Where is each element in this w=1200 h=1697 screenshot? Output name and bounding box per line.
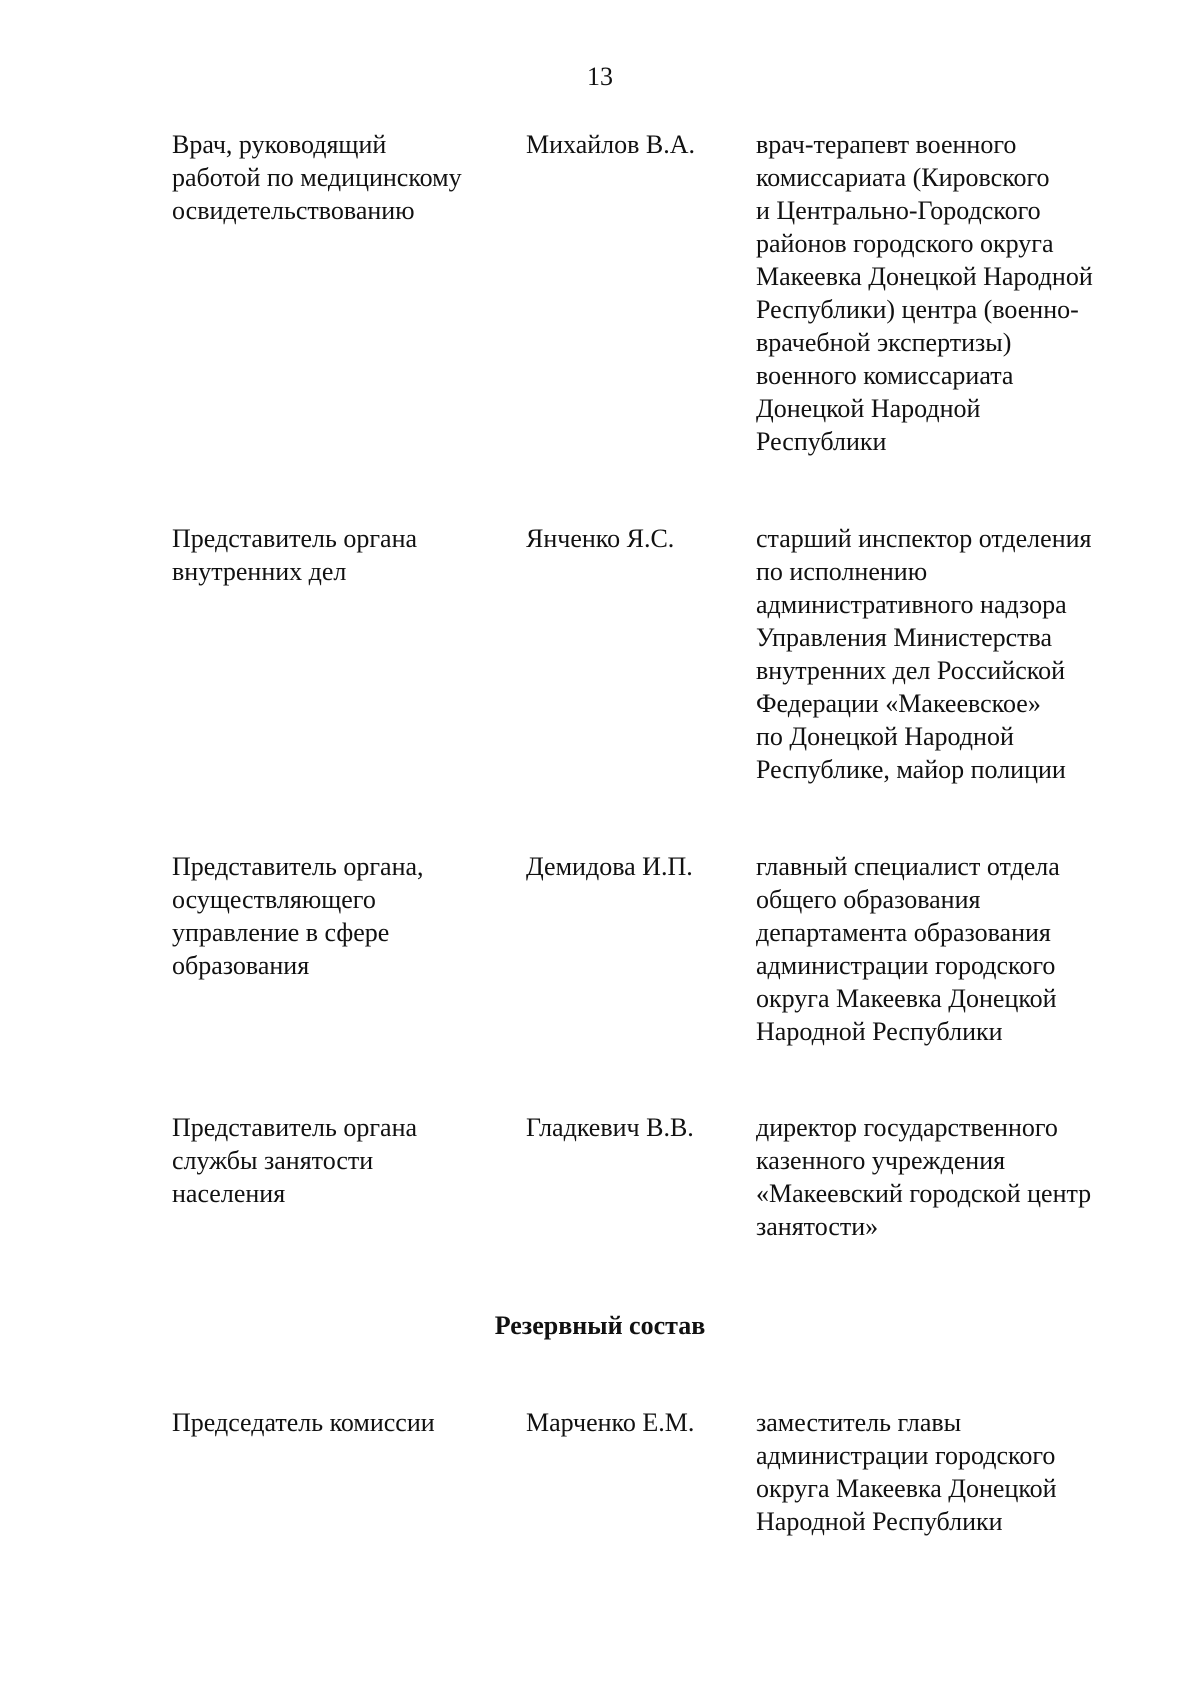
member-role: Врач, руководящий работой по медицинскому освидетельствованию — [172, 130, 462, 225]
member-role: Председатель комиссии — [172, 1408, 435, 1437]
member-role: Представитель органа внутренних дел — [172, 524, 418, 586]
member-name: Марченко Е.М. — [526, 1408, 695, 1437]
member-description: старший инспектор отделения по исполнению административного надзора Управления Министерства внутренних дел Российской Федерации «Макеевское» по Донецкой Народной Республике, майор полиции — [756, 524, 1092, 784]
member-description: директор государственного казенного учреждения «Макеевский городской центр занятости» — [756, 1113, 1092, 1241]
member-role: Представитель органа службы занятости населения — [172, 1113, 418, 1208]
member-description: главный специалист отдела общего образования департамента образования администрации городского округа Макеевка Донецкой Народной Республики — [756, 852, 1060, 1046]
member-name: Янченко Я.С. — [526, 524, 675, 553]
member-name: Гладкевич В.В. — [526, 1113, 694, 1142]
member-description: врач-терапевт военного комиссариата (Кировского и Центрально-Городского районов городского округа Макеевка Донецкой Народной Республики) центра (военно- врачебной экспертизы) военного комиссариата Донецкой Народной Республики — [756, 130, 1093, 456]
member-role: Представитель органа, осуществляющего управление в сфере образования — [172, 852, 424, 980]
page-number: 13 — [587, 62, 613, 91]
reserve-section-title: Резервный состав — [494, 1311, 706, 1340]
member-name: Демидова И.П. — [526, 852, 693, 881]
member-name: Михайлов В.А. — [526, 130, 696, 159]
member-description: заместитель главы администрации городского округа Макеевка Донецкой Народной Республики — [756, 1408, 1057, 1536]
